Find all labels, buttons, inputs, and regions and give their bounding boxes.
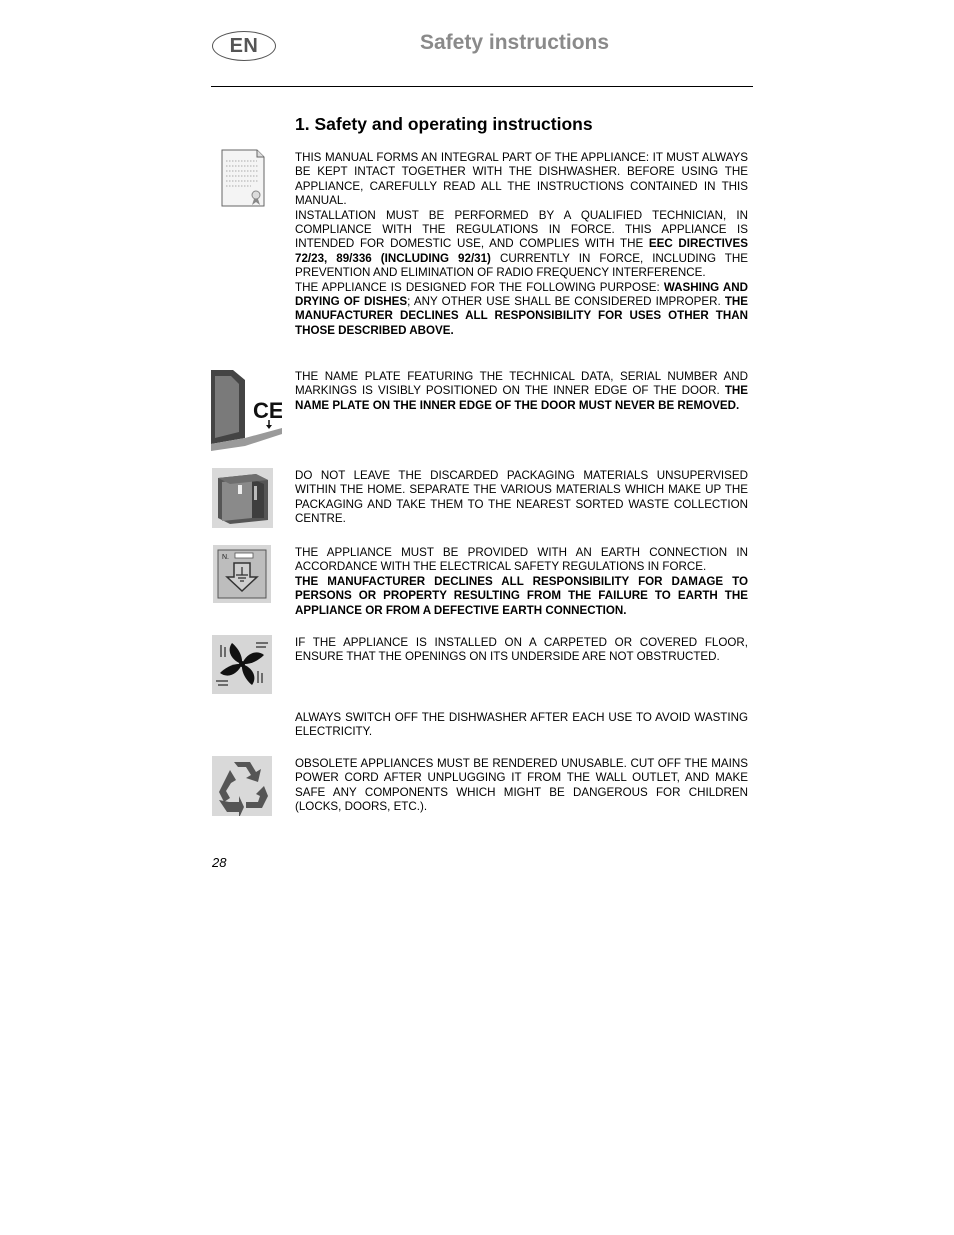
name-plate-warning-text: THE NAME PLATE ON THE INNER EDGE OF THE DOOR MUST NEVER BE REMOVED. <box>295 384 748 412</box>
earth-connection-disclaimer-text: THE MANUFACTURER DECLINES ALL RESPONSIBILITY FOR DAMAGE TO PERSONS OR PROPERTY RESULTING FROM THE FAILURE TO EARTH THE APPLIANCE OR FROM A DEFECTIVE EARTH CONNECTION. <box>295 574 748 617</box>
name-plate-ce-icon <box>211 368 282 451</box>
packaging-text: DO NOT LEAVE THE DISCARDED PACKAGING MATERIALS UNSUPERVISED WITHIN THE HOME. SEPARATE THE VARIOUS MATERIALS WHICH MAKE UP THE PACKAGING AND TAKE THEM TO THE NEAREST SORTED WASTE COLLECTION CENTRE. <box>295 469 748 526</box>
name-plate-location-text: THE NAME PLATE FEATURING THE TECHNICAL DATA, SERIAL NUMBER AND MARKINGS IS VISIBLY POSITIONED ON THE INNER EDGE OF THE DOOR. <box>295 370 748 398</box>
obsolete-appliance-text: OBSOLETE APPLIANCES MUST BE RENDERED UNUSABLE. CUT OFF THE MAINS POWER CORD AFTER UNPLUGGING IT FROM THE WALL OUTLET, AND MAKE SAFE ANY COMPONENTS WHICH MIGHT BE DANGEROUS FOR CHILDREN (LOCKS, DOORS, ETC.). <box>295 757 748 814</box>
eec-directives-text: EEC DIRECTIVES 72/23, 89/336 (INCLUDING 92/31) <box>295 237 748 265</box>
name-plate-text <box>295 370 748 413</box>
nameplate-tag-text: N. <box>222 554 229 561</box>
responsibility-disclaimer-text: THE MANUFACTURER DECLINES ALL RESPONSIBILITY FOR USES OTHER THAN THOSE DESCRIBED ABOVE. <box>295 295 748 337</box>
ventilation-text: IF THE APPLIANCE IS INSTALLED ON A CARPETED OR COVERED FLOOR, ENSURE THAT THE OPENINGS ON ITS UNDERSIDE ARE NOT OBSTRUCTED. <box>295 636 748 664</box>
language-badge: EN <box>212 31 276 61</box>
manual-document-icon <box>221 149 265 207</box>
ce-mark-text: CE <box>253 398 282 423</box>
installation-text: INSTALLATION MUST BE PERFORMED BY A QUALIFIED TECHNICIAN, IN COMPLIANCE WITH THE REGULATIONS IN FORCE. THIS APPLIANCE IS INTENDED FOR DOMESTIC USE, AND COMPLIES WITH THE <box>295 208 748 251</box>
installation-text-end: CURRENTLY IN FORCE, INCLUDING THE PREVENTION AND ELIMINATION OF RADIO FREQUENCY INTERFERENCE. <box>295 251 748 280</box>
page-number: 28 <box>212 855 227 870</box>
earth-connection-text <box>295 546 748 618</box>
packaging-box-icon <box>212 468 273 528</box>
manual-paragraph: THIS MANUAL FORMS AN INTEGRAL PART OF THE APPLIANCE: IT MUST ALWAYS BE KEPT INTACT TOGETHER WITH THE DISHWASHER. BEFORE USING THE APPLIANCE, CAREFULLY READ ALL THE INSTRUCTIONS CONTAINED IN THIS MANUAL. <box>295 151 748 208</box>
purpose-bold-text: WASHING AND DRYING OF DISHES <box>295 280 748 309</box>
manual-instructions-text <box>295 151 748 338</box>
purpose-text: THE APPLIANCE IS DESIGNED FOR THE FOLLOWING PURPOSE: <box>295 280 664 294</box>
page-title: Safety instructions <box>420 31 610 54</box>
earth-connection-requirement-text: THE APPLIANCE MUST BE PROVIDED WITH AN EARTH CONNECTION IN ACCORDANCE WITH THE ELECTRICAL SAFETY REGULATIONS IN FORCE. <box>295 546 748 574</box>
energy-saving-text: ALWAYS SWITCH OFF THE DISHWASHER AFTER EACH USE TO AVOID WASTING ELECTRICITY. <box>295 711 748 739</box>
section-heading: 1. Safety and operating instructions <box>295 114 593 134</box>
earth-connection-icon <box>213 545 271 603</box>
ventilation-fan-icon <box>212 635 272 694</box>
improper-use-text: ; ANY OTHER USE SHALL BE CONSIDERED IMPROPER. <box>407 295 725 309</box>
recycle-icon <box>212 756 272 816</box>
header-divider <box>211 86 753 87</box>
